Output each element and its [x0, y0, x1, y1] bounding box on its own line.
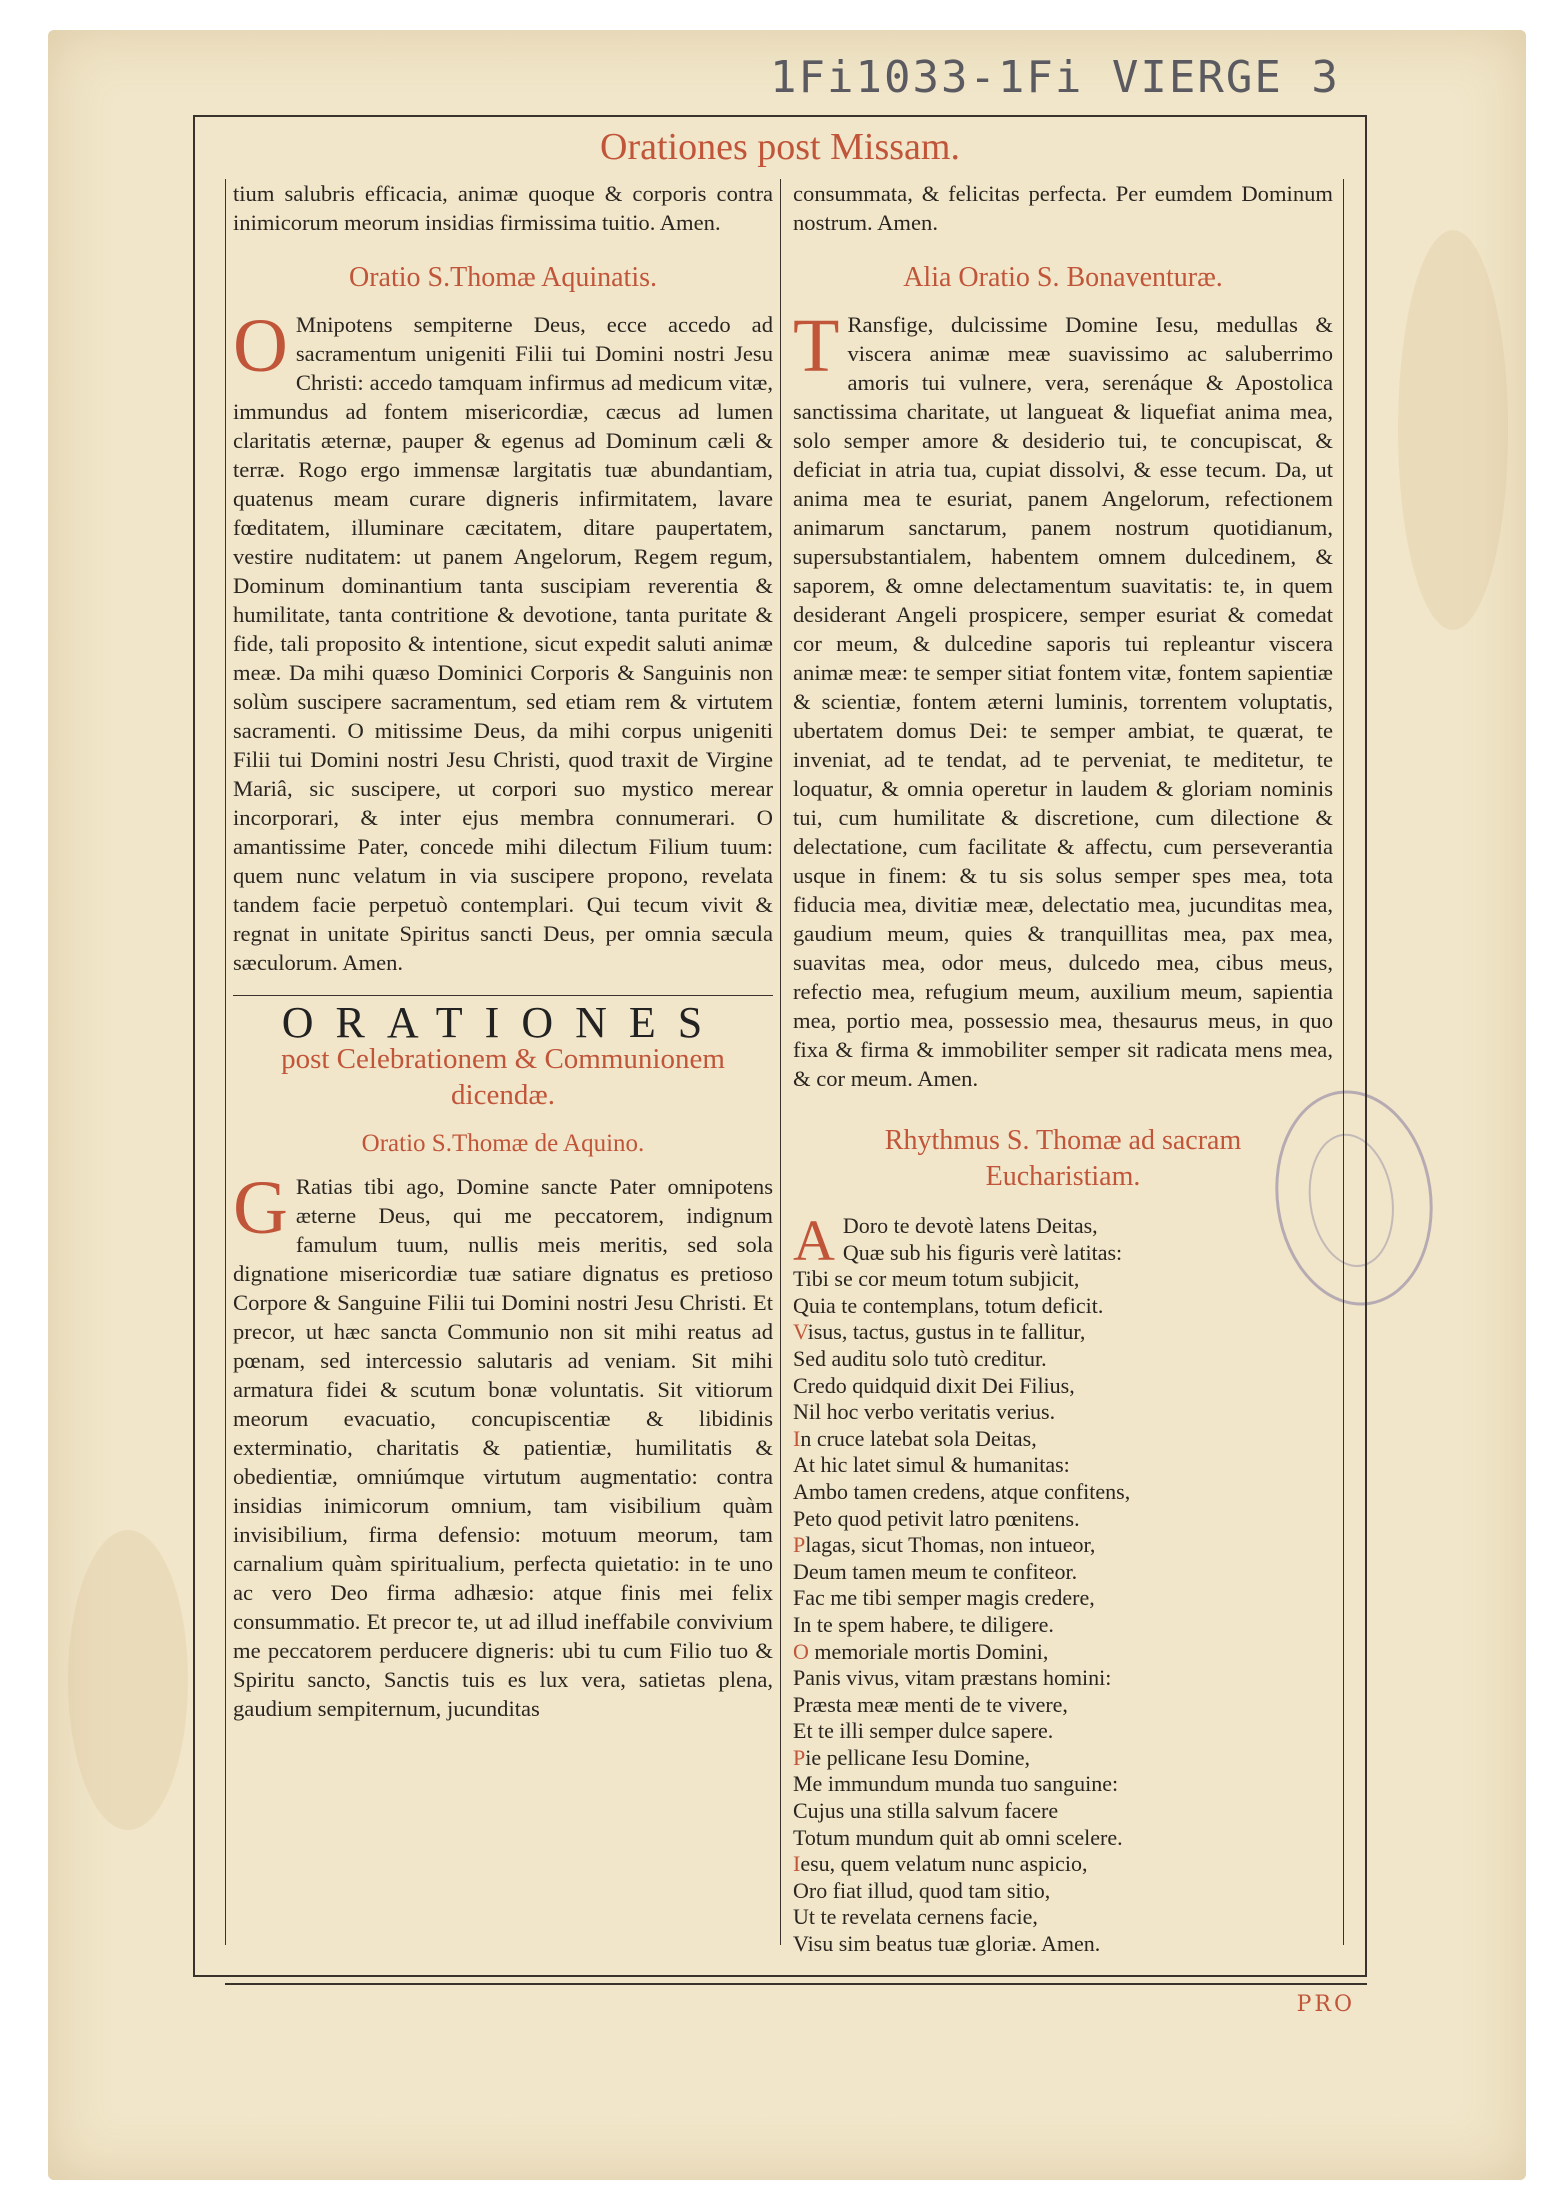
- verse-line: Deum tamen meum te confiteor.: [793, 1558, 1078, 1584]
- verse-line: Tibi se cor meum totum subjicit,: [793, 1266, 1080, 1292]
- continuation-text: consummata, & felicitas perfecta. Per eumdem Dominum nostrum. Amen.: [793, 181, 1333, 235]
- section-divider: [233, 995, 773, 996]
- drop-cap: T: [793, 304, 840, 388]
- prayer-text: [793, 304, 1333, 1093]
- verse-line: Me immundum munda tuo sanguine:: [793, 1771, 1119, 1797]
- verse-line: Peto quod petivit latro pœnitens.: [793, 1505, 1080, 1531]
- verse-line: Nil hoc verbo veritatis verius.: [793, 1399, 1056, 1425]
- verse-line: Ambo tamen credens, atque confitens,: [793, 1478, 1131, 1504]
- drop-cap: A: [793, 1208, 835, 1273]
- verse-line: Visu sim beatus tuæ gloriæ. Amen.: [793, 1931, 1101, 1957]
- prayer-text: [233, 304, 773, 977]
- verse-line: Præsta meæ menti de te vivere,: [793, 1691, 1068, 1717]
- catchword: PRO: [1296, 1992, 1355, 2017]
- verse-line: Ut te revelata cernens facie,: [793, 1904, 1038, 1930]
- paper-stain: [68, 1530, 188, 1830]
- prayer-heading: Alia Oratio S. Bonaventuræ.: [903, 262, 1223, 293]
- prayer-body: Ransfige, dulcissime Domine Iesu, medullas & viscera animæ meæ suavissimo ac saluberrimo amoris tui vulnere, vera, serenáque & Apostolica sanctissima charitate, ut langueat & liquefiat anima mea, solo semper amore & desiderio tui, te concupiscat, & deficiat in atria tua, cupiat dissolvi, & esse tecum. Da, ut anima mea te esuriat, panem Angelorum, refectionem animarum sanctarum, panem nostrum quotidianum, supersubstantialem, habentem omnem dulcedinem, & saporem, & omne delectamentum suavitatis: te, in quem desiderant Angeli prospicere, semper esuriat & comedat cor meum, & dulcedine saporis tui repleantur viscera animæ meæ: te semper sitiat fontem vitæ, fontem sapientiæ & scientiæ, fontem æterni luminis, torrentem voluptatis, ubertatem domus Dei: te semper ambiat, te quærat, te inveniat, ad te tendat, ad te perveniat, te meditetur, te loquatur, & omnia operetur in laudem & gloriam nominis tui, cum humilitate & discretione, cum dilectione & delectatione, cum facilitate & affectu, cum perseverantia usque in finem: & tu sis solus semper spes mea, tota fiducia mea, divitiæ meæ, delectatio mea, jucunditas mea, gaudium meum, quies & tranquillitas mea, pax mea, suavitas mea, odor meus, dulcedo mea, cibus meus, refectio mea, refugium meum, auxilium meum, sapientia mea, portio mea, possessio mea, thesaurus meus, in quo fixa & firma & immobiliter semper sit radicata mens mea, & cor meum. Amen.: [793, 312, 1333, 1091]
- right-column: [793, 179, 1333, 1958]
- verse-line: Pie pellicane Iesu Domine,: [793, 1744, 1031, 1770]
- page-frame: [193, 115, 1367, 2017]
- paper-stain: [1398, 230, 1508, 630]
- section-title: ORATIONES: [281, 998, 725, 1047]
- verse-line: Oro fiat illud, quod tam sitio,: [793, 1877, 1051, 1903]
- verse-line: Fac me tibi semper magis credere,: [793, 1585, 1095, 1611]
- verse-line: In te spem habere, te diligere.: [793, 1611, 1054, 1637]
- verse-line: Et te illi semper dulce sapere.: [793, 1718, 1054, 1744]
- page-header: Orationes post Missam.: [600, 126, 960, 168]
- verse-line: Plagas, sicut Thomas, non intueor,: [793, 1532, 1096, 1558]
- left-column: [233, 179, 773, 1723]
- bottom-rule: [225, 1983, 1367, 1985]
- verse-line: Panis vivus, vitam præstans homini:: [793, 1665, 1112, 1691]
- verse-line: Visus, tactus, gustus in te fallitur,: [793, 1319, 1086, 1345]
- hymn-heading: Rhythmus S. Thomæ ad sacram Eucharistiam.: [884, 1125, 1242, 1192]
- verse-line: Quia te contemplans, totum deficit.: [793, 1292, 1104, 1318]
- hymn-verses: [793, 1208, 1333, 1958]
- verse-line: In cruce latebat sola Deitas,: [793, 1425, 1037, 1451]
- archive-mark: 1Fi1033-1Fi VIERGE 3: [770, 52, 1340, 103]
- column-rule-left: [225, 179, 226, 1945]
- column-rule-right: [1343, 179, 1344, 1945]
- verse-line: Iesu, quem velatum nunc aspicio,: [793, 1851, 1088, 1877]
- continuation-text: tium salubris efficacia, animæ quoque & corporis contra inimicorum meorum insidias firmissima tuitio. Amen.: [233, 181, 773, 235]
- prayer-heading: Oratio S.Thomæ Aquinatis.: [349, 262, 657, 293]
- verse-lines: [793, 1208, 1333, 1958]
- verse-line: Sed auditu solo tutò creditur.: [793, 1345, 1047, 1371]
- prayer-text: [233, 1166, 773, 1723]
- prayer-heading: Oratio S.Thomæ de Aquino.: [361, 1130, 645, 1157]
- verse-line: At hic latet simul & humanitas:: [793, 1452, 1070, 1478]
- verse-line: Quæ sub his figuris verè latitas:: [842, 1239, 1123, 1265]
- verse-line: Credo quidquid dixit Dei Filius,: [793, 1372, 1075, 1398]
- drop-cap: G: [233, 1166, 288, 1250]
- verse-line: O memoriale mortis Domini,: [793, 1638, 1049, 1664]
- section-subtitle: post Celebrationem & Communionem dicendæ.: [281, 1043, 725, 1111]
- verse-line: Totum mundum quit ab omni scelere.: [793, 1824, 1123, 1850]
- drop-cap: O: [233, 304, 288, 388]
- verse-line: Cujus una stilla salvum facere: [793, 1798, 1059, 1824]
- prayer-body: Mnipotens sempiterne Deus, ecce accedo ad sacramentum unigeniti Filii tui Domini nostri Jesu Christi: accedo tamquam infirmus ad medicum vitæ, immundus ad fontem misericordiæ, cæcus ad lumen claritatis æternæ, pauper & egenus ad Dominum cæli & terræ. Rogo ergo immensæ largitatis tuæ abundantiam, quatenus meam curare digneris infirmitatem, lavare fœditatem, illuminare cæcitatem, ditare paupertatem, vestire nuditatem: ut panem Angelorum, Regem regum, Dominum dominantium tanta suscipiam reverentia & humilitate, tanta contritione & devotione, tanta puritate & fide, tali proposito & intentione, sicut expedit saluti animæ meæ. Da mihi quæso Dominici Corporis & Sanguinis non solùm suscipere sacramentum, sed etiam rem & virtutem sacramenti. O mitissime Deus, da mihi corpus unigeniti Filii tui Domini nostri Jesu Christi, quod traxit de Virgine Mariâ, sic suscipere, ut corpori suo mystico merear incorporari, & inter ejus membra connumerari. O amantissime Pater, concede mihi dilectum Filium tuum: quem nunc velatum in via suscipere propono, revelata tandem facie perpetuò contemplari. Qui tecum vivit & regnat in unitate Spiritus sancti Deus, per omnia sæcula sæculorum. Amen.: [233, 312, 773, 975]
- column-divider: [780, 179, 781, 1945]
- verse-line: Doro te devotè latens Deitas,: [842, 1213, 1098, 1238]
- prayer-body: Ratias tibi ago, Domine sancte Pater omnipotens æterne Deus, qui me peccatorem, indignum famulum tuum, nullis meis meritis, sed sola dignatione misericordiæ tuæ satiare dignatus es pretioso Corpore & Sanguine Filii tui Domini nostri Jesu Christi. Et precor, ut hæc sancta Communio non sit mihi reatus ad pœnam, sed intercessio salutaris ad veniam. Sit mihi armatura fidei & scutum bonæ voluntatis. Sit vitiorum meorum evacuatio, concupiscentiæ & libidinis exterminatio, charitatis & patientiæ, humilitatis & obedientiæ, omniúmque virtutum augmentatio: contra insidias inimicorum omnium, tam visibilium quàm invisibilium, firma defensio: motuum meorum, tam carnalium quàm spiritualium, perfecta quietatio: in te uno ac vero Deo firma adhæsio: atque finis mei felix consummatio. Et precor te, ut ad illud ineffabile convivium me peccatorem perducere digneris: ubi tu cum Filio tuo & Spiritu sancto, Sanctis tuis es lux vera, satietas plena, gaudium sempiternum, jucunditas: [233, 1174, 773, 1721]
